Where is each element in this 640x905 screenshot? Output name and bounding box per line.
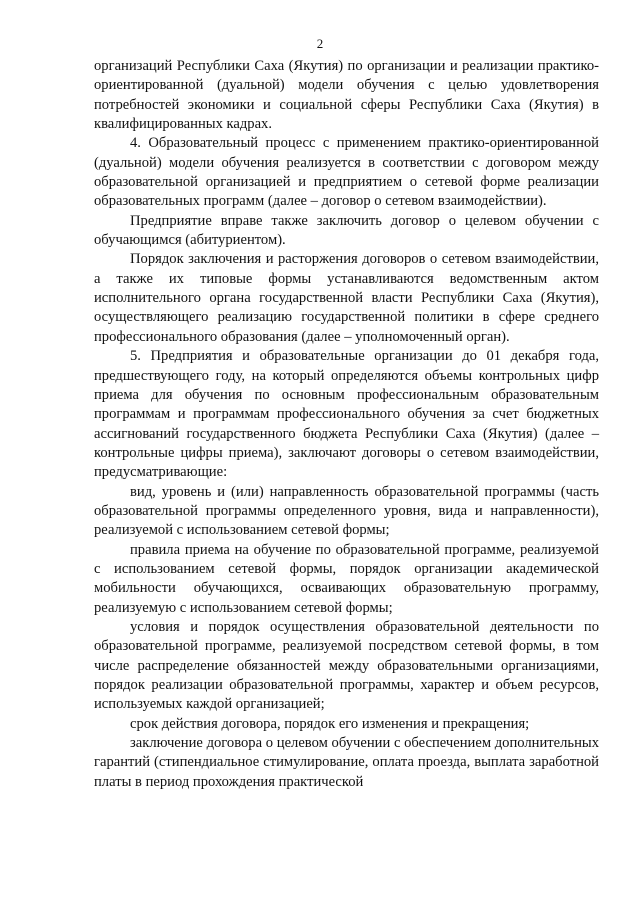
page-number: 2 xyxy=(316,36,324,51)
paragraph: Порядок заключения и расторжения договоров о сетевом взаимодействии, а также их типовые формы устанавливаются ведомственным актом исполнительного органа государственной власти Республики Саха (Якутия), осуществляющего реализацию государственной политики в сфере среднего профессионального образования (далее – уполномоченный орган). xyxy=(94,251,599,345)
paragraph: срок действия договора, порядок его изменения и прекращения; xyxy=(130,715,530,732)
document-body xyxy=(94,57,599,792)
paragraph: организаций Республики Саха (Якутия) по организации и реализации практико-ориентированной (дуальной) модели обучения с целью удовлетворения потребностей экономики и социальной сферы Республики Саха (Якутия) в квалифицированных кадрах. xyxy=(94,58,599,133)
paragraph: правила приема на обучение по образовательной программе, реализуемой с использованием сетевой формы, порядок организации академической мобильности обучающихся, осваивающих образовательную программу, реализуемую с использованием сетевой формы; xyxy=(94,541,599,616)
paragraph: 4. Образовательный процесс с применением практико-ориентированной (дуальной) модели обучения реализуется в соответствии с договором между образовательной организацией и предприятием о сетевой форме реализации образовательных программ (далее – договор о сетевом взаимодействии). xyxy=(94,135,599,210)
paragraph: 5. Предприятия и образовательные организации до 01 декабря года, предшествующего году, на который определяются объемы контрольных цифр приема для обучения по основным профессиональным образовательным программам и программам профессионального обучения за счет бюджетных ассигнований государственного бюджета Республики Саха (Якутия) (далее – контрольные цифры приема), заключают договоры о сетевом взаимодействии, предусматривающие: xyxy=(94,348,599,481)
paragraph: условия и порядок осуществления образовательной деятельности по образовательной программе, реализуемой посредством сетевой формы, в том числе распределение обязанностей между образовательными организациями, порядок реализации образовательной программы, характер и объем ресурсов, используемых каждой организацией; xyxy=(94,618,599,713)
paragraph: заключение договора о целевом обучении с обеспечением дополнительных гарантий (стипендиальное стимулирование, оплата проезда, выплата заработной платы в период прохождения практической xyxy=(94,735,599,790)
paragraph: Предприятие вправе также заключить договор о целевом обучении с обучающимся (абитуриентом). xyxy=(94,212,599,249)
paragraph: вид, уровень и (или) направленность образовательной программы (часть образовательной программы определенного уровня, вида и направленности), реализуемой с использованием сетевой формы; xyxy=(94,483,599,539)
